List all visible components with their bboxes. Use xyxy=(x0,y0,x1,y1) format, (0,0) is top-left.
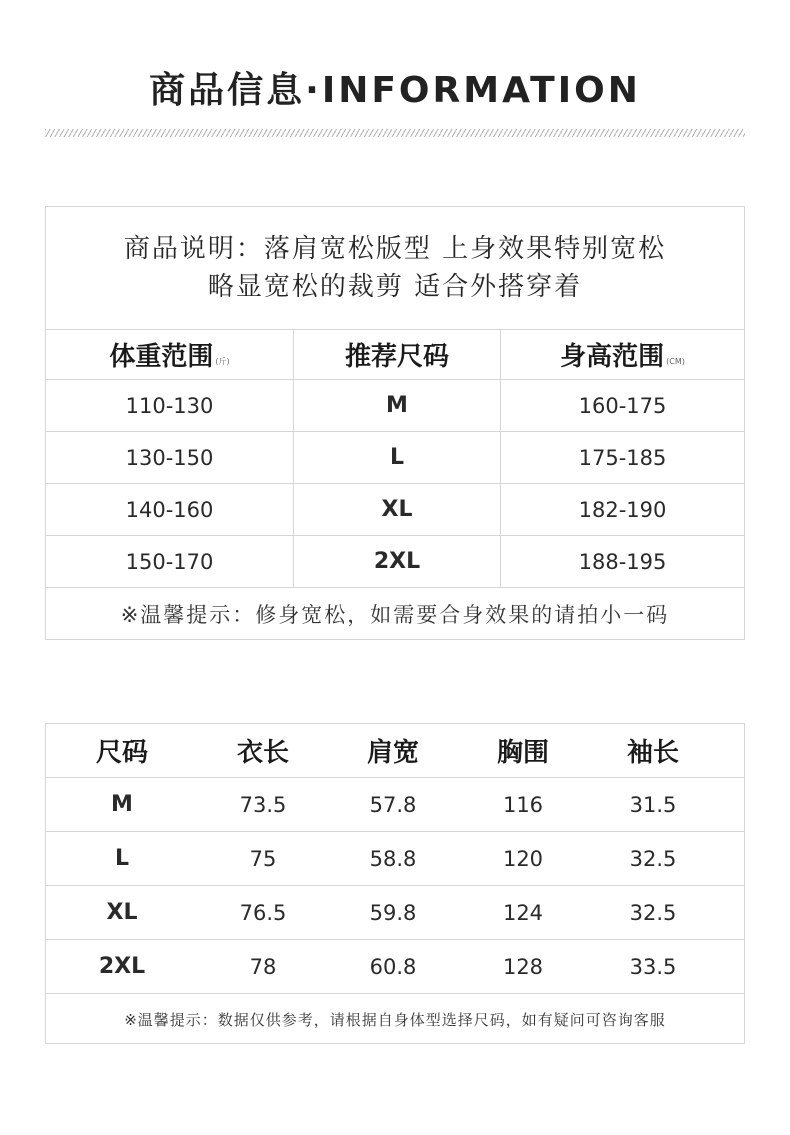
height-cell: 160-175 xyxy=(578,393,667,418)
shoulder-cell: 57.8 xyxy=(369,792,417,817)
description-line-1: 商品说明：落肩宽松版型 上身效果特别宽松 xyxy=(123,234,667,264)
header-sleeve: 袖长 xyxy=(626,738,679,768)
header-shoulder: 肩宽 xyxy=(366,738,419,768)
length-cell: 73.5 xyxy=(239,792,287,817)
size-cell: M xyxy=(111,792,133,817)
table-row xyxy=(46,778,744,832)
header-chest: 胸围 xyxy=(496,738,549,768)
table-row xyxy=(46,432,744,484)
chest-cell: 128 xyxy=(502,954,544,979)
table-row xyxy=(46,940,744,994)
size-cell: XL xyxy=(294,484,501,535)
table-header-row xyxy=(46,330,744,380)
weight-cell: 150-170 xyxy=(46,536,294,587)
weight-unit: (斤) xyxy=(215,357,230,366)
sleeve-cell: 32.5 xyxy=(629,846,677,871)
chest-cell: 116 xyxy=(502,792,544,817)
size-cell: 2XL xyxy=(98,954,146,979)
weight-cell: 130-150 xyxy=(46,432,294,483)
table-row xyxy=(46,536,744,588)
header-size: 尺码 xyxy=(95,738,148,768)
shoulder-cell: 59.8 xyxy=(369,900,417,925)
height-cell: 182-190 xyxy=(578,497,667,522)
height-unit: (CM) xyxy=(666,357,685,366)
header-weight-label: 体重范围 xyxy=(109,342,214,372)
chest-cell: 120 xyxy=(502,846,544,871)
description-line-2: 略显宽松的裁剪 适合外搭穿着 xyxy=(207,272,583,302)
table-row xyxy=(46,832,744,886)
fit-tip: ※温馨提示：修身宽松，如需要合身效果的请拍小一码 xyxy=(120,602,670,627)
product-description xyxy=(46,207,744,330)
weight-cell: 110-130 xyxy=(46,380,294,431)
sleeve-cell: 32.5 xyxy=(629,900,677,925)
sleeve-cell: 33.5 xyxy=(629,954,677,979)
size-cell: L xyxy=(114,846,130,871)
weight-cell: 140-160 xyxy=(46,484,294,535)
shoulder-cell: 58.8 xyxy=(369,846,417,871)
length-cell: 76.5 xyxy=(239,900,287,925)
size-cell: XL xyxy=(106,900,138,925)
height-cell: 188-195 xyxy=(578,549,667,574)
measurement-tip: ※温馨提示：数据仅供参考，请根据自身体型选择尺码，如有疑问可咨询客服 xyxy=(124,1011,666,1029)
sleeve-cell: 31.5 xyxy=(629,792,677,817)
size-cell: M xyxy=(294,380,501,431)
size-cell: L xyxy=(294,432,501,483)
header-height-range xyxy=(501,330,744,379)
table-row xyxy=(46,380,744,432)
table-header-row xyxy=(46,724,744,778)
header-recommended-size: 推荐尺码 xyxy=(294,330,501,379)
table-row xyxy=(46,484,744,536)
header-height-label: 身高范围 xyxy=(560,342,665,372)
page-title: 商品信息·INFORMATION xyxy=(149,70,641,111)
height-cell: 175-185 xyxy=(578,445,667,470)
size-measurement-table xyxy=(45,723,745,1044)
shoulder-cell: 60.8 xyxy=(369,954,417,979)
size-recommendation-table xyxy=(45,206,745,640)
size-cell: 2XL xyxy=(294,536,501,587)
header-weight-range xyxy=(46,330,294,379)
header-length: 衣长 xyxy=(236,738,289,768)
hatch-divider xyxy=(45,129,745,137)
length-cell: 75 xyxy=(249,846,277,871)
table-row xyxy=(46,886,744,940)
length-cell: 78 xyxy=(249,954,277,979)
chest-cell: 124 xyxy=(502,900,544,925)
